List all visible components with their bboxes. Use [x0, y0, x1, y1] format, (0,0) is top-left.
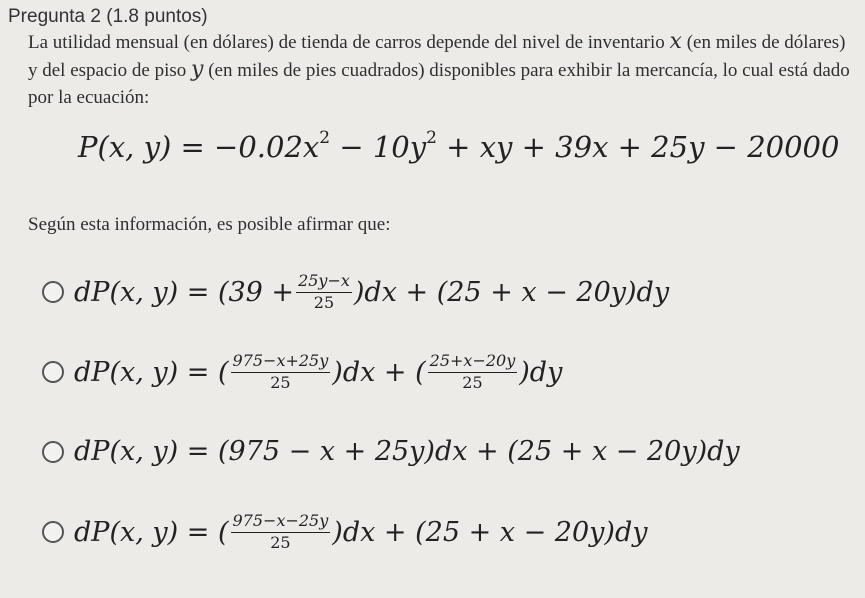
option-suffix: )dx + (25 + x − 20y)dy	[353, 276, 670, 308]
equation-rhs: + xy + 39x + 25y − 20000	[436, 130, 840, 164]
answer-option-3[interactable]	[42, 436, 740, 467]
fraction	[231, 512, 331, 552]
fraction-denominator: 25	[270, 533, 291, 552]
radio-button[interactable]	[42, 361, 64, 383]
equation-exponent-1: 2	[319, 128, 331, 148]
answer-option-2[interactable]	[42, 352, 562, 392]
option-suffix: )dx + (25 + x − 20y)dy	[332, 516, 648, 548]
option-prefix: dP(x, y) = (	[74, 356, 229, 388]
fraction-numerator: 975−x−25y	[231, 512, 331, 533]
variable-x: x	[669, 29, 682, 54]
option-formula	[74, 512, 648, 552]
variable-y: y	[191, 57, 204, 82]
statement-part-1: La utilidad mensual (en dólares) de tienda de carros depende del nivel de inventario	[28, 32, 670, 53]
statement-part-3: (en miles de pies cuadrados) disponibles para exhibir la mercancía, lo cual está dado por la ecuación:	[28, 60, 850, 108]
radio-button[interactable]	[42, 521, 64, 543]
radio-button[interactable]	[42, 441, 64, 463]
fraction-denominator: 25	[270, 373, 291, 392]
fraction-denominator: 25	[313, 293, 335, 312]
fraction	[428, 352, 518, 392]
option-middle: )dx + (	[332, 356, 426, 388]
option-prefix: dP(x, y) = (39 +	[74, 276, 295, 308]
fraction-denominator: 25	[462, 373, 483, 392]
question-title: Pregunta 2 (1.8 puntos)	[8, 6, 208, 27]
answer-option-1[interactable]	[42, 272, 669, 312]
question-statement	[28, 28, 858, 111]
equation-lhs: P(x, y) = −0.02x	[78, 130, 320, 164]
fraction	[231, 352, 331, 392]
fraction-numerator: 25+x−20y	[428, 352, 518, 373]
radio-button[interactable]	[42, 281, 64, 303]
profit-equation	[78, 128, 839, 164]
option-formula	[74, 352, 562, 392]
option-suffix: )dy	[519, 356, 563, 388]
fraction	[296, 272, 352, 312]
option-formula	[74, 436, 740, 467]
statement-part-2: (en miles de dólares) y del espacio de piso	[28, 32, 846, 81]
fraction-numerator: 25y−x	[296, 272, 352, 293]
option-formula	[74, 272, 669, 312]
equation-mid: − 10y	[330, 130, 427, 164]
equation-exponent-2: 2	[426, 128, 437, 148]
option-prefix: dP(x, y) = (	[74, 516, 229, 548]
option-text: dP(x, y) = (975 − x + 25y)dx + (25 + x − 20y)dy	[74, 436, 740, 467]
answer-option-4[interactable]	[42, 512, 648, 552]
question-prompt: Según esta información, es posible afirmar que:	[28, 214, 391, 235]
fraction-numerator: 975−x+25y	[231, 352, 331, 373]
